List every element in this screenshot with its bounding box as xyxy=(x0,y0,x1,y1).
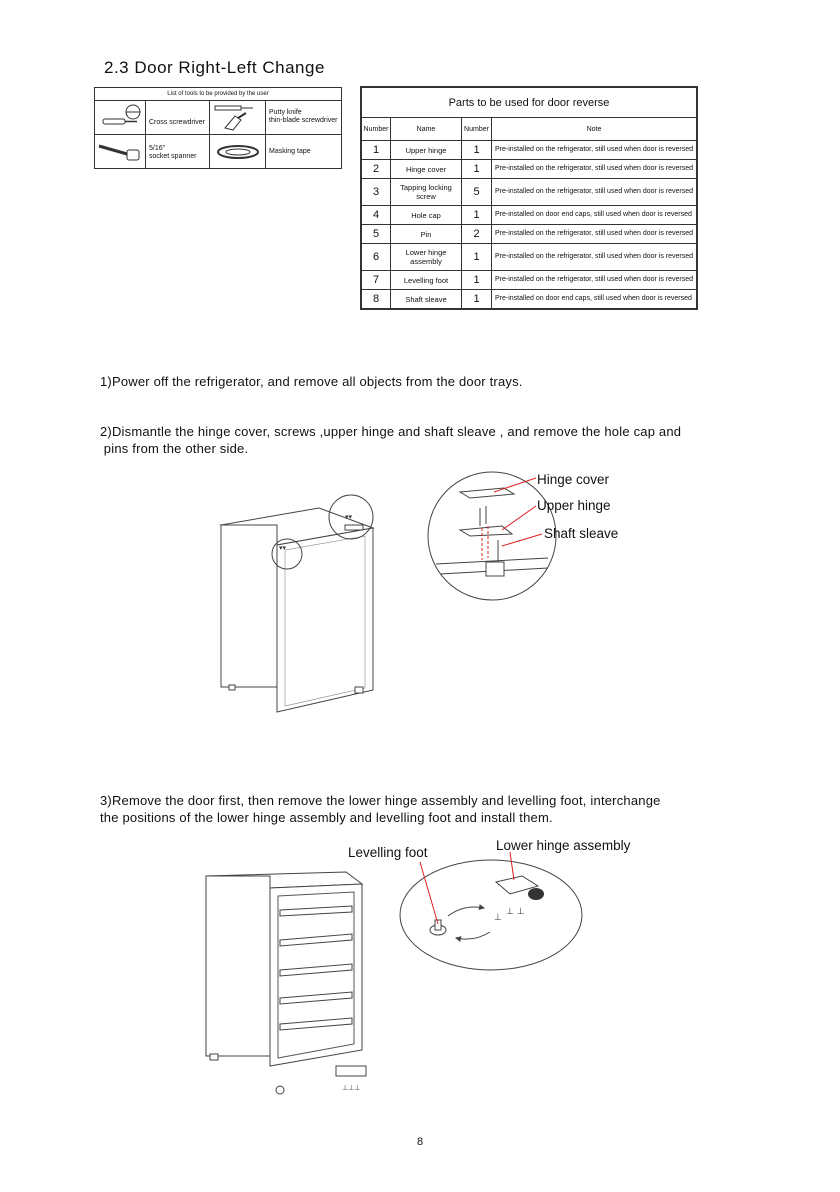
step-2-text: 2)Dismantle the hinge cover, screws ,upper hinge and shaft sleave , and remove the hole cap and pins from the other side. xyxy=(100,424,682,456)
part-name: Levelling foot xyxy=(391,271,462,290)
part-name: Hinge cover xyxy=(391,160,462,179)
part-number: 5 xyxy=(362,225,391,244)
table-row xyxy=(362,243,697,270)
part-quantity: 2 xyxy=(462,225,492,244)
table-row xyxy=(362,290,697,309)
table-row xyxy=(362,178,697,205)
part-name: Pin xyxy=(391,225,462,244)
part-note: Pre-installed on door end caps, still used when door is reversed xyxy=(492,290,697,309)
callout-upper-hinge: Upper hinge xyxy=(537,498,611,513)
tools-table xyxy=(94,87,342,169)
part-note: Pre-installed on the refrigerator, still used when door is reversed xyxy=(492,271,697,290)
col-header-number: Number xyxy=(362,118,391,141)
part-number: 3 xyxy=(362,178,391,205)
svg-text:⊥ ⊥: ⊥ ⊥ xyxy=(506,907,525,917)
part-quantity: 1 xyxy=(462,271,492,290)
tools-table-header: List of tools to be provided by the user xyxy=(95,88,341,101)
part-note: Pre-installed on the refrigerator, still used when door is reversed xyxy=(492,243,697,270)
parts-table xyxy=(360,86,698,310)
upper-hinge-detail-illustration xyxy=(422,470,562,602)
table-row xyxy=(362,225,697,244)
callout-shaft-sleave: Shaft sleave xyxy=(544,526,619,541)
svg-text:⊥⊥⊥: ⊥⊥⊥ xyxy=(342,1084,361,1092)
part-number: 6 xyxy=(362,243,391,270)
svg-text:▾▾: ▾▾ xyxy=(345,513,353,521)
part-number: 2 xyxy=(362,160,391,179)
table-row xyxy=(362,141,697,160)
part-quantity: 5 xyxy=(462,178,492,205)
socket-spanner-icon xyxy=(97,138,143,166)
part-note: Pre-installed on the refrigerator, still used when door is reversed xyxy=(492,160,697,179)
step-1-text: 1)Power off the refrigerator, and remove all objects from the door trays. xyxy=(100,374,523,389)
part-note: Pre-installed on the refrigerator, still used when door is reversed xyxy=(492,141,697,160)
parts-table-caption: Parts to be used for door reverse xyxy=(362,88,697,118)
part-note: Pre-installed on the refrigerator, still used when door is reversed xyxy=(492,178,697,205)
putty-knife-icon xyxy=(213,102,263,132)
tool-label-masking-tape: Masking tape xyxy=(269,148,311,155)
part-note: Pre-installed on door end caps, still used when door is reversed xyxy=(492,206,697,225)
part-number: 4 xyxy=(362,206,391,225)
part-name: Hole cap xyxy=(391,206,462,225)
svg-text:⊥: ⊥ xyxy=(494,913,502,923)
screwdriver-icon xyxy=(99,102,143,132)
callout-hinge-cover: Hinge cover xyxy=(537,472,610,487)
step-3-text: 3)Remove the door first, then remove the lower hinge assembly and levelling foot, interchange the positions of the lower hinge assembly and levelling foot and install them. xyxy=(100,793,661,825)
part-quantity: 1 xyxy=(462,141,492,160)
part-name: Lower hinge assembly xyxy=(391,243,462,270)
svg-text:▾▾: ▾▾ xyxy=(279,544,287,552)
part-number: 7 xyxy=(362,271,391,290)
refrigerator-illustration-open xyxy=(196,868,392,1104)
part-number: 8 xyxy=(362,290,391,309)
part-number: 1 xyxy=(362,141,391,160)
part-note: Pre-installed on the refrigerator, still used when door is reversed xyxy=(492,225,697,244)
part-quantity: 1 xyxy=(462,160,492,179)
table-row xyxy=(362,206,697,225)
table-row xyxy=(362,271,697,290)
part-quantity: 1 xyxy=(462,243,492,270)
part-quantity: 1 xyxy=(462,206,492,225)
masking-tape-icon xyxy=(213,140,263,164)
tool-label-socket-spanner: 5/16" socket spanner xyxy=(149,145,197,160)
table-row xyxy=(362,160,697,179)
callout-lower-hinge-assembly: Lower hinge assembly xyxy=(496,838,631,853)
part-name: Shaft sleave xyxy=(391,290,462,309)
part-quantity: 1 xyxy=(462,290,492,309)
lower-hinge-detail-illustration xyxy=(398,856,584,974)
col-header-qty: Number xyxy=(462,118,492,141)
col-header-note: Note xyxy=(492,118,697,141)
refrigerator-illustration-closed xyxy=(215,490,385,720)
tool-label-putty-knife: Putty knife thin-blade screwdriver xyxy=(269,109,338,124)
part-name: Tapping locking screw xyxy=(391,178,462,205)
tool-label-cross-screwdriver: Cross screwdriver xyxy=(149,119,206,126)
col-header-name: Name xyxy=(391,118,462,141)
part-name: Upper hinge xyxy=(391,141,462,160)
page-number: 8 xyxy=(416,1136,424,1148)
section-title: 2.3 Door Right-Left Change xyxy=(104,58,325,77)
callout-levelling-foot: Levelling foot xyxy=(348,845,428,860)
